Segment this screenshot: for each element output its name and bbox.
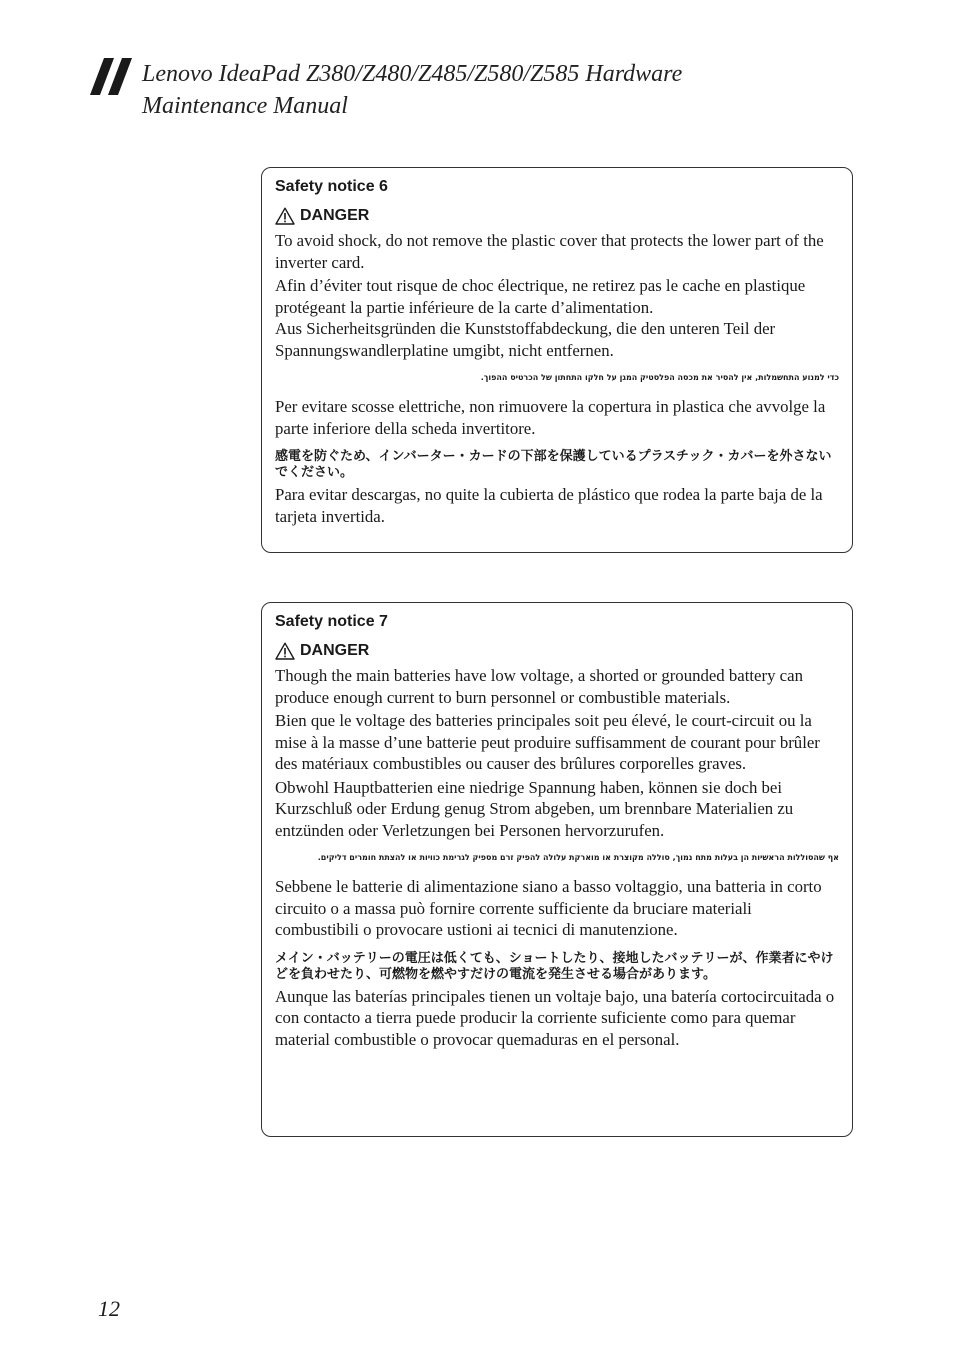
notice-text-japanese: メイン・バッテリーの電圧は低くても、ショートしたり、接地したバッテリーが、作業者にやけどを負わせたり、可燃物を燃やすだけの電流を発生させる場合があります。 — [275, 950, 834, 982]
notice-title: Safety notice 7 — [275, 613, 388, 630]
danger-label: DANGER — [300, 207, 370, 224]
notice-text-french: Bien que le voltage des batteries principales soit peu élevé, le court-circuit ou la mise à la masse d’une batterie peut produire suffisamment de courant pour brûler des matériaux combustibles ou causer des brûlures corporelles graves. — [275, 711, 820, 773]
danger-heading — [275, 206, 839, 226]
notice-text-italian: Per evitare scosse elettriche, non rimuovere la copertura in plastica che avvolge la parte inferiore della scheda invertitore. — [275, 397, 826, 438]
notice-text-english: Though the main batteries have low voltage, a shorted or grounded battery can produce enough current to burn personnel or combustible materials. — [275, 666, 803, 707]
notice-title: Safety notice 6 — [275, 178, 388, 195]
notice-text-english: To avoid shock, do not remove the plastic cover that protects the lower part of the inverter card. — [275, 231, 824, 272]
notice-text-french: Afin d’éviter tout risque de choc électrique, ne retirez pas le cache en plastique protégeant la partie inférieure de la carte d’alimentation. — [275, 276, 806, 317]
warning-triangle-icon — [275, 207, 295, 225]
document-title: Lenovo IdeaPad Z380/Z480/Z485/Z580/Z585 Hardware Maintenance Manual — [142, 61, 683, 119]
danger-heading — [275, 641, 839, 661]
page-number: 12 — [98, 1296, 120, 1321]
notice-text-spanish: Para evitar descargas, no quite la cubierta de plástico que rodea la parte baja de la tarjeta invertida. — [275, 485, 823, 526]
safety-notice-7-box — [261, 602, 853, 1137]
double-slash-logo-icon — [90, 58, 136, 96]
warning-triangle-icon — [275, 642, 295, 660]
notice-text-hebrew: אף שהסוללות הראשיות הן בעלות מתח נמוך, סוללה מקוצרת או מוארקת עלולה להפיק זרם מספיק לגרימת כוויות או להצתת חומרים דליקים. — [317, 853, 839, 862]
notice-text-spanish: Aunque las baterías principales tienen un voltaje bajo, una batería cortocircuitada o con contacto a tierra puede producir la corriente suficiente como para quemar material combustible o provocar quemaduras en el personal. — [275, 986, 835, 1049]
notice-text-hebrew: כדי למנוע התחשמלות, אין להסיר את מכסה הפלסטיק המגן על חלקו התחתון של הכרטיס ההפוך. — [480, 373, 839, 382]
notice-text-japanese: 感電を防ぐため、インバーター・カードの下部を保護しているプラスチック・カバーを外さないでください。 — [275, 449, 832, 480]
notice-text-italian: Sebbene le batterie di alimentazione siano a basso voltaggio, una batteria in corto circuito o a massa può fornire corrente sufficiente da bruciare materiali combustibili o provocare ustioni ai tecnici di manutenzione. — [275, 877, 822, 939]
safety-notice-6-box — [261, 167, 853, 553]
notice-text-german: Aus Sicherheitsgründen die Kunststoffabdeckung, die den unteren Teil der Spannungswandlerplatine umgibt, nicht entfernen. — [275, 319, 776, 360]
notice-text-german: Obwohl Hauptbatterien eine niedrige Spannung haben, können sie doch bei Kurzschluß oder Erdung genug Strom abgeben, um brennbare Materialien zu entzünden oder Verletzungen bei Personen hervorzurufen. — [275, 777, 794, 840]
danger-label: DANGER — [300, 642, 370, 659]
